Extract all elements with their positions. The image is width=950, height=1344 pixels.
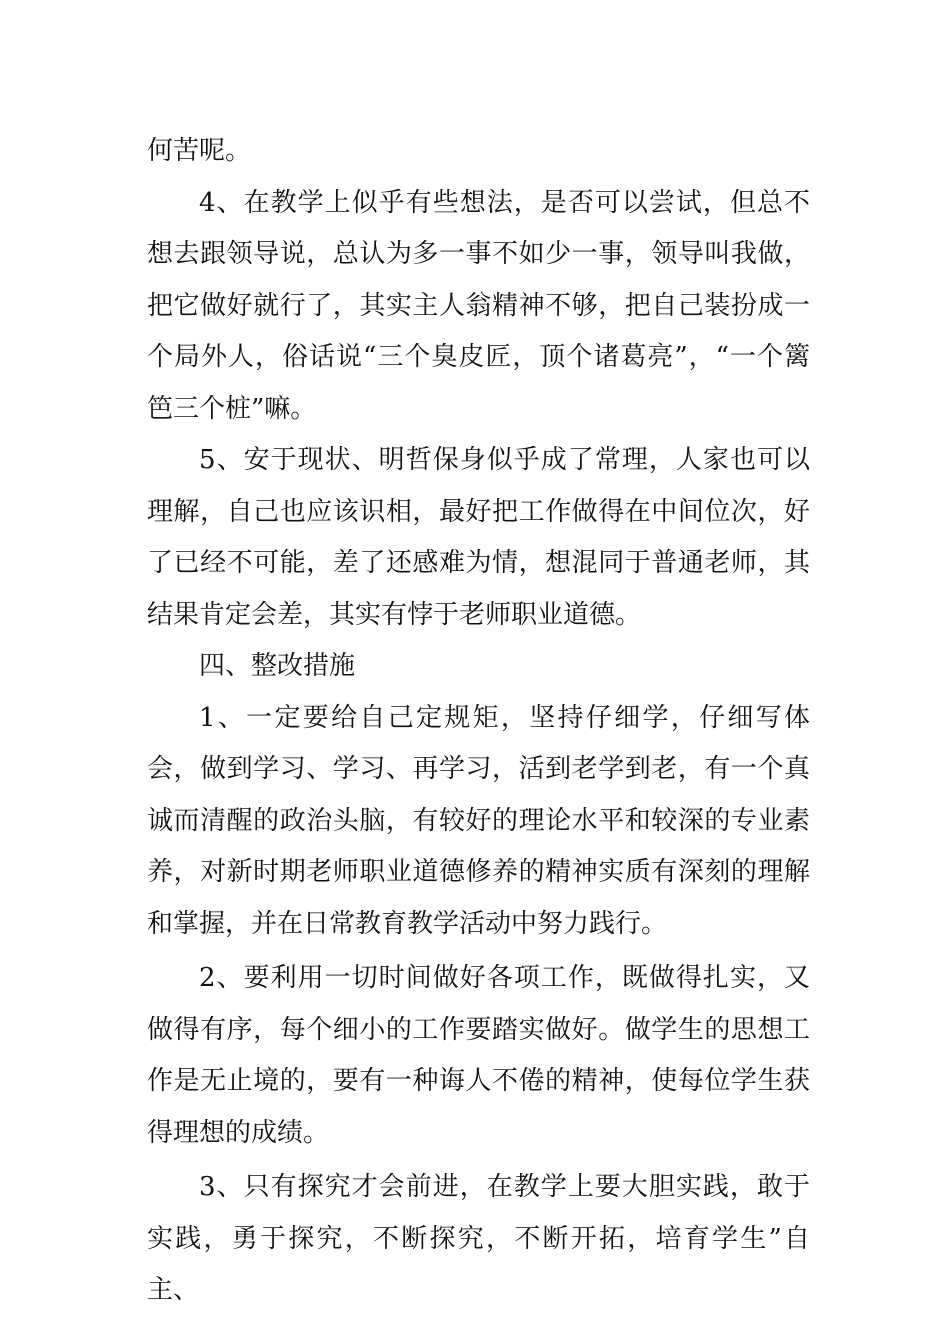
document-body [147,126,810,1317]
paragraph-measure-3: 3、只有探究才会前进，在教学上要大胆实践，敢于实践，勇于探究，不断探究，不断开拓，培育学生”自主、 [147,1172,810,1305]
paragraph-item-4: 4、在教学上似乎有些想法，是否可以尝试，但总不想去跟领导说，总认为多一事不如少一事，领导叫我做，把它做好就行了，其实主人翁精神不够，把自己装扮成一个局外人，俗话说“三个臭皮匠，顶个诸葛亮”，“一个篱笆三个桩”嘛。 [147,187,810,424]
paragraph-measure-1: 1、一定要给自己定规矩，坚持仔细学，仔细写体会，做到学习、学习、再学习，活到老学到老，有一个真诚而清醒的政治头脑，有较好的理论水平和较深的专业素养，对新时期老师职业道德修养的精神实质有深刻的理解和掌握，并在日常教育教学活动中努力践行。 [147,702,810,939]
paragraph-measure-2: 2、要利用一切时间做好各项工作，既做得扎实，又做得有序，每个细小的工作要踏实做好。做学生的思想工作是无止境的，要有一种诲人不倦的精神，使每位学生获得理想的成绩。 [147,963,810,1148]
paragraph-continuation: 何苦呢。 [147,136,252,166]
section-heading-rectification: 四、整改措施 [199,651,356,681]
paragraph-item-5: 5、安于现状、明哲保身似乎成了常理，人家也可以理解，自己也应该识相，最好把工作做得在中间位次，好了已经不可能，差了还感难为情，想混同于普通老师，其结果肯定会差，其实有悖于老师职业道德。 [147,445,810,630]
